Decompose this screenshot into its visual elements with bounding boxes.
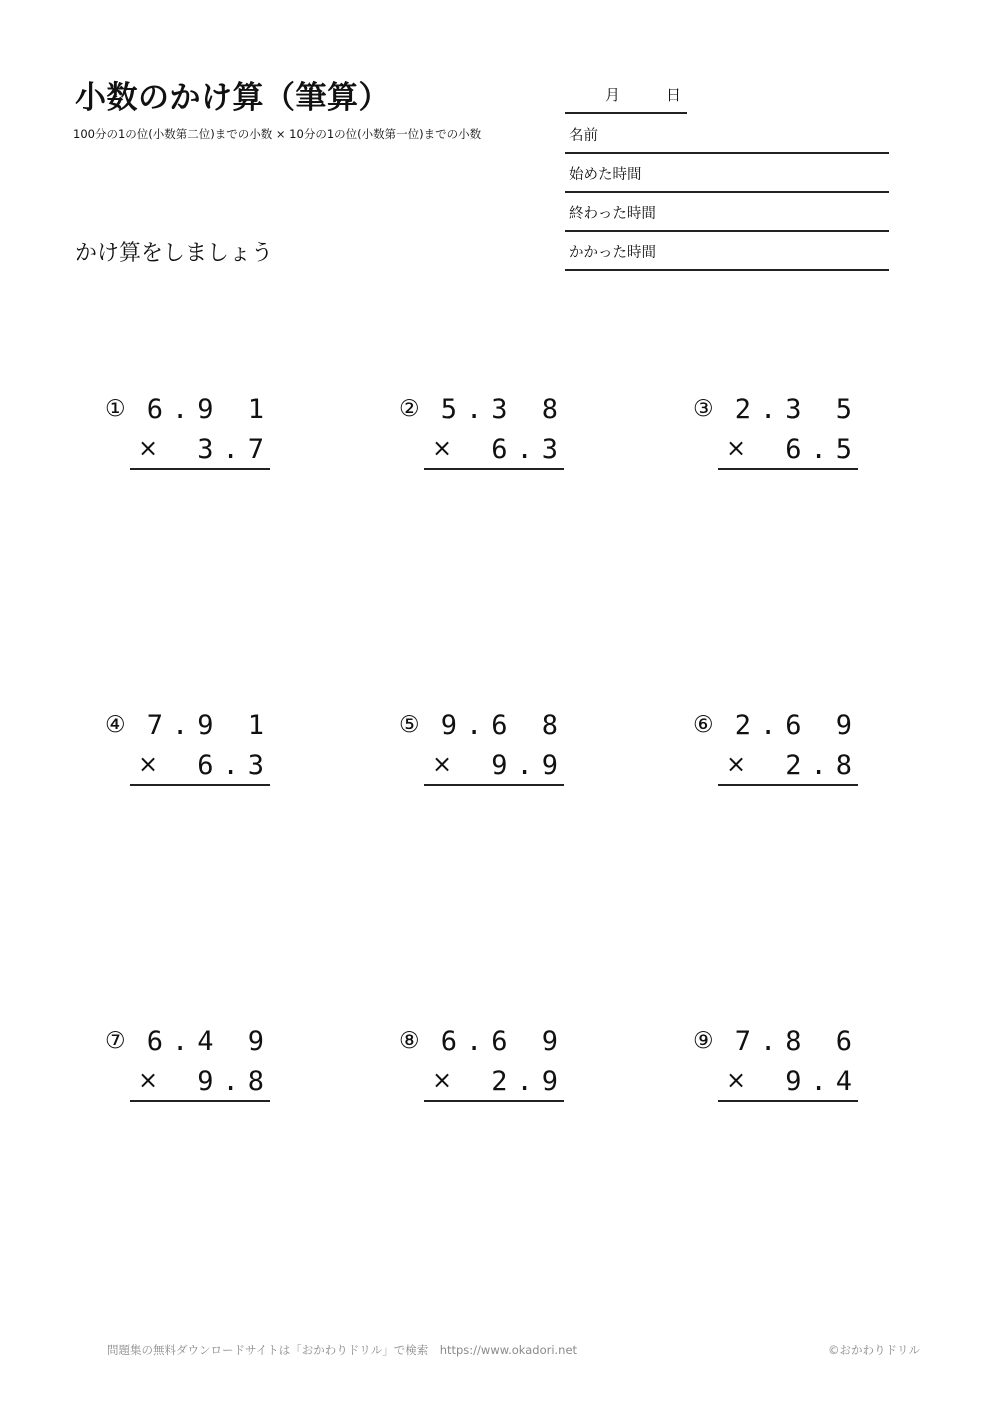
answer-line [130, 468, 270, 470]
page-subtitle: 100分の1の位(小数第二位)までの小数 × 10分の1の位(小数第一位)までの小数 [73, 127, 482, 141]
date-field[interactable] [565, 82, 687, 114]
multiplier: 9.8 [197, 1066, 273, 1097]
problem-7 [105, 1028, 305, 1118]
problem-4 [105, 712, 305, 802]
multiplier: 9.4 [785, 1066, 861, 1097]
multiplicand: 9.6 8 [440, 710, 567, 741]
answer-line [718, 468, 858, 470]
multiplier: 3.7 [197, 434, 273, 465]
problem-number: ③ [693, 396, 714, 422]
problem-3 [693, 396, 893, 486]
answer-line [718, 1100, 858, 1102]
problem-number: ⑤ [399, 712, 420, 738]
multiplier: 6.3 [491, 434, 567, 465]
answer-line [424, 1100, 564, 1102]
problem-9 [693, 1028, 893, 1118]
multiplier: 2.9 [491, 1066, 567, 1097]
elapsed-time-field[interactable] [565, 231, 889, 271]
answer-line [424, 468, 564, 470]
problem-1 [105, 396, 305, 486]
multiply-sign: × [432, 1066, 453, 1094]
multiplicand: 7.9 1 [146, 710, 273, 741]
answer-line [130, 784, 270, 786]
problem-number: ⑦ [105, 1028, 126, 1054]
end-time-label: 終わった時間 [569, 206, 656, 222]
multiplicand: 6.9 1 [146, 394, 273, 425]
problem-number: ⑧ [399, 1028, 420, 1054]
elapsed-time-label: かかった時間 [569, 245, 656, 261]
answer-line [424, 784, 564, 786]
multiplier: 2.8 [785, 750, 861, 781]
problem-6 [693, 712, 893, 802]
multiplier: 6.3 [197, 750, 273, 781]
end-time-field[interactable] [565, 192, 889, 232]
multiply-sign: × [726, 434, 747, 462]
problem-5 [399, 712, 599, 802]
multiplicand: 2.3 5 [734, 394, 861, 425]
name-field[interactable] [565, 114, 889, 154]
multiplicand: 5.3 8 [440, 394, 567, 425]
footer-copyright: ©おかわりドリル [828, 1343, 920, 1357]
problem-number: ① [105, 396, 126, 422]
name-label: 名前 [569, 128, 598, 144]
start-time-label: 始めた時間 [569, 167, 642, 183]
multiply-sign: × [726, 750, 747, 778]
problem-8 [399, 1028, 599, 1118]
multiplicand: 6.6 9 [440, 1026, 567, 1057]
multiplicand: 7.8 6 [734, 1026, 861, 1057]
multiplier: 6.5 [785, 434, 861, 465]
problem-number: ④ [105, 712, 126, 738]
multiply-sign: × [432, 750, 453, 778]
problem-2 [399, 396, 599, 486]
day-label: 日 [666, 86, 682, 104]
start-time-field[interactable] [565, 153, 889, 193]
multiply-sign: × [138, 434, 159, 462]
instruction-text: かけ算をしましょう [75, 241, 274, 266]
multiplicand: 6.4 9 [146, 1026, 273, 1057]
answer-line [718, 784, 858, 786]
page-title: 小数のかけ算（筆算） [75, 80, 390, 116]
multiplier: 9.9 [491, 750, 567, 781]
problem-number: ② [399, 396, 420, 422]
answer-line [130, 1100, 270, 1102]
multiply-sign: × [138, 1066, 159, 1094]
month-label: 月 [605, 86, 621, 104]
problem-number: ⑥ [693, 712, 714, 738]
multiply-sign: × [138, 750, 159, 778]
problem-number: ⑨ [693, 1028, 714, 1054]
multiply-sign: × [432, 434, 453, 462]
multiplicand: 2.6 9 [734, 710, 861, 741]
footer-site-link[interactable]: 問題集の無料ダウンロードサイトは「おかわりドリル」で検索 https://www.okadori.net [107, 1343, 578, 1357]
multiply-sign: × [726, 1066, 747, 1094]
